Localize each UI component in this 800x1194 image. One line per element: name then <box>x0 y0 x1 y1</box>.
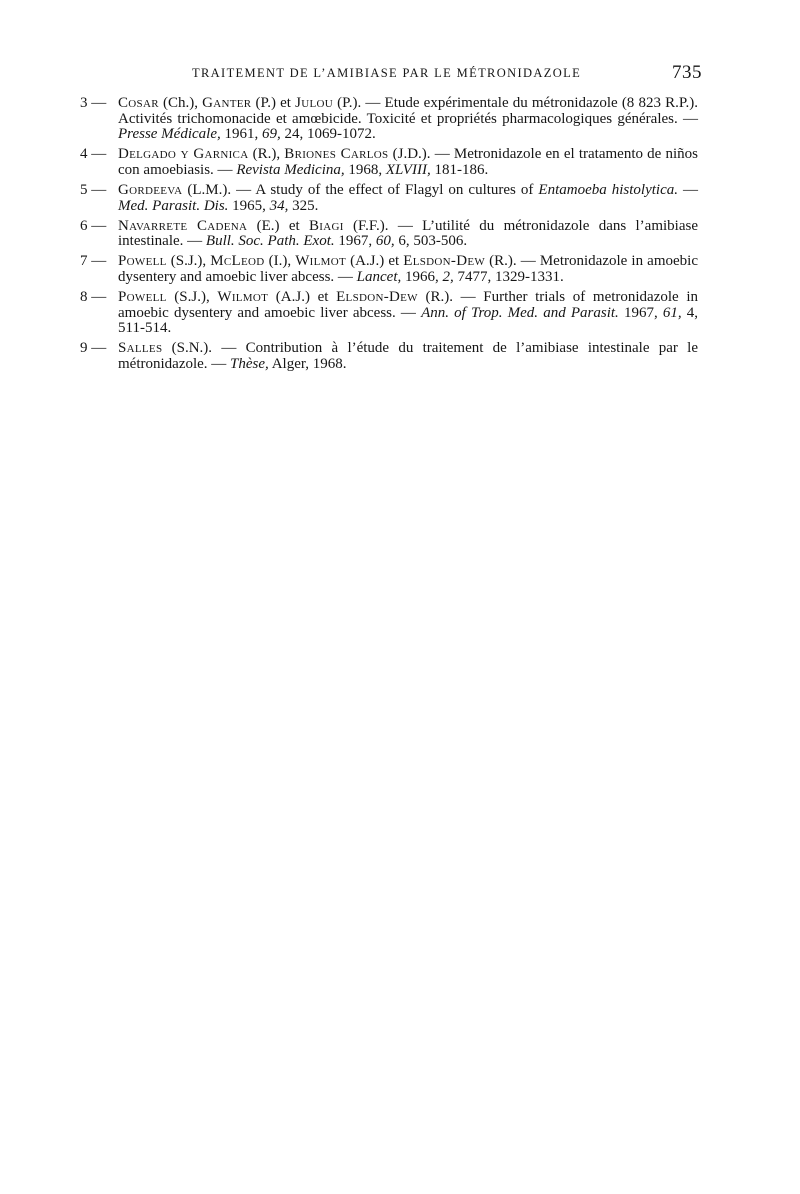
source-italic: 60, <box>375 233 395 250</box>
source-text: 1967, <box>334 233 376 250</box>
author-initials: (Ch.), <box>158 95 203 111</box>
author-name: Gordeeva <box>118 181 183 198</box>
reference-list <box>0 96 800 377</box>
reference-title: — L’utilité du métronidazole dans l’amibiase intestinale. — <box>118 217 698 250</box>
reference-entry <box>0 96 800 143</box>
reference-number: 7 — <box>80 253 107 270</box>
reference-entry <box>0 183 800 214</box>
reference-number: 8 — <box>80 289 107 306</box>
reference-text <box>118 96 698 143</box>
source-italic: Ann. of Trop. Med. and Parasit. <box>421 304 619 321</box>
reference-entry <box>0 341 800 372</box>
reference-number: 4 — <box>80 146 107 163</box>
source-italic: 34, <box>269 197 289 214</box>
reference-title: — Contribution à l’étude du traitement de l’amibiase intestinale par le métronidazole. — <box>118 340 698 372</box>
author-name: Briones Carlos <box>284 146 389 163</box>
author-initials: (S.J.), <box>166 289 218 306</box>
author-name: Cosar <box>118 95 159 111</box>
source-text: — <box>678 181 699 198</box>
author-initials: (E.) et <box>247 217 309 234</box>
source-text: 1961, <box>220 126 262 143</box>
source-italic: Entamoeba histolytica. <box>538 181 678 198</box>
author-name: McLeod <box>210 253 265 270</box>
source-text: 24, 1069-1072. <box>280 126 376 143</box>
source-text: 1968, <box>344 161 386 178</box>
author-name: Powell <box>118 289 167 306</box>
reference-title: — Etude expérimentale du métronidazole (8 823 R.P.). Activités trichomonacide et amœbicide. Toxicité et propriétés pharmacologiques générales. — <box>118 95 699 127</box>
author-initials: (P.) et <box>251 95 296 111</box>
author-initials: (A.J.) et <box>346 253 404 270</box>
source-italic: Thèse, <box>230 355 269 372</box>
reference-number: 3 — <box>80 95 107 111</box>
author-name: Elsdon-Dew <box>403 253 486 270</box>
author-name: Julou <box>295 95 333 111</box>
source-italic: Med. Parasit. Dis. <box>118 197 229 214</box>
reference-title: — Metronidazole en el tratamento de niños con amoebiasis. — <box>118 146 698 178</box>
author-initials: (J.D.). <box>388 146 431 163</box>
author-name: Navarrete Cadena <box>118 217 248 234</box>
author-initials: (R.), <box>248 146 285 163</box>
reference-entry <box>0 290 800 337</box>
author-name: Wilmot <box>295 253 346 270</box>
source-italic: Presse Médicale, <box>118 126 221 143</box>
author-initials: (I.), <box>264 253 296 270</box>
author-name: Biagi <box>308 217 344 234</box>
source-italic: 61, <box>662 304 682 321</box>
author-initials: (F.F.). <box>343 217 389 234</box>
author-name: Wilmot <box>217 289 269 306</box>
author-name: Elsdon-Dew <box>336 289 418 306</box>
reference-entry <box>0 147 800 178</box>
source-italic: Bull. Soc. Path. Exot. <box>205 233 335 250</box>
reference-title: — Further trials of metronidazole in amoebic dysentery and amoebic liver abcess. — <box>118 289 699 321</box>
source-text: 1965, <box>228 197 270 214</box>
author-initials: (P.). <box>332 95 362 111</box>
source-text: 325. <box>288 197 319 214</box>
source-italic: Revista Medicina, <box>236 161 345 178</box>
reference-number: 6 — <box>80 217 107 234</box>
author-name: Delgado y Garnica <box>118 146 249 163</box>
reference-text <box>118 254 698 285</box>
author-name: Salles <box>118 340 163 357</box>
author-initials: (L.M.). <box>182 181 232 198</box>
running-header <box>0 62 800 86</box>
source-italic: 2, <box>442 268 454 285</box>
reference-text <box>118 147 698 178</box>
author-initials: (A.J.) et <box>268 289 337 306</box>
reference-entry <box>0 219 800 250</box>
source-text: 181-186. <box>430 161 489 178</box>
author-initials: (S.J.), <box>166 253 211 270</box>
reference-title: — A study of the effect of Flagyl on cultures of <box>231 181 539 198</box>
reference-number: 5 — <box>80 181 107 198</box>
reference-number: 9 — <box>80 340 107 357</box>
source-italic: Lancet, <box>356 268 402 285</box>
source-text: 1966, <box>401 268 443 285</box>
author-initials: (S.N.). <box>162 340 213 357</box>
reference-text <box>118 219 698 250</box>
reference-text <box>118 290 698 337</box>
running-title: TRAITEMENT DE L’AMIBIASE PAR LE MÉTRONIDAZOLE <box>192 66 582 80</box>
source-text: 6, 503-506. <box>394 233 468 250</box>
reference-text <box>118 183 698 214</box>
author-initials: (R.). <box>417 289 454 306</box>
author-name: Powell <box>118 253 167 270</box>
source-text: Alger, 1968. <box>268 355 347 372</box>
author-initials: (R.). <box>485 253 517 270</box>
source-italic: XLVIII, <box>385 161 431 178</box>
source-text: 4, 511-514. <box>118 304 699 337</box>
source-italic: 69, <box>262 126 281 143</box>
author-name: Ganter <box>202 95 252 111</box>
page-number: 735 <box>672 62 702 83</box>
reference-title: — Metronidazole in amoebic dysentery and amoebic liver abcess. — <box>118 253 698 285</box>
reference-text <box>118 341 698 372</box>
source-text: 1967, <box>618 304 663 321</box>
reference-entry <box>0 254 800 285</box>
source-text: 7477, 1329-1331. <box>453 268 564 285</box>
